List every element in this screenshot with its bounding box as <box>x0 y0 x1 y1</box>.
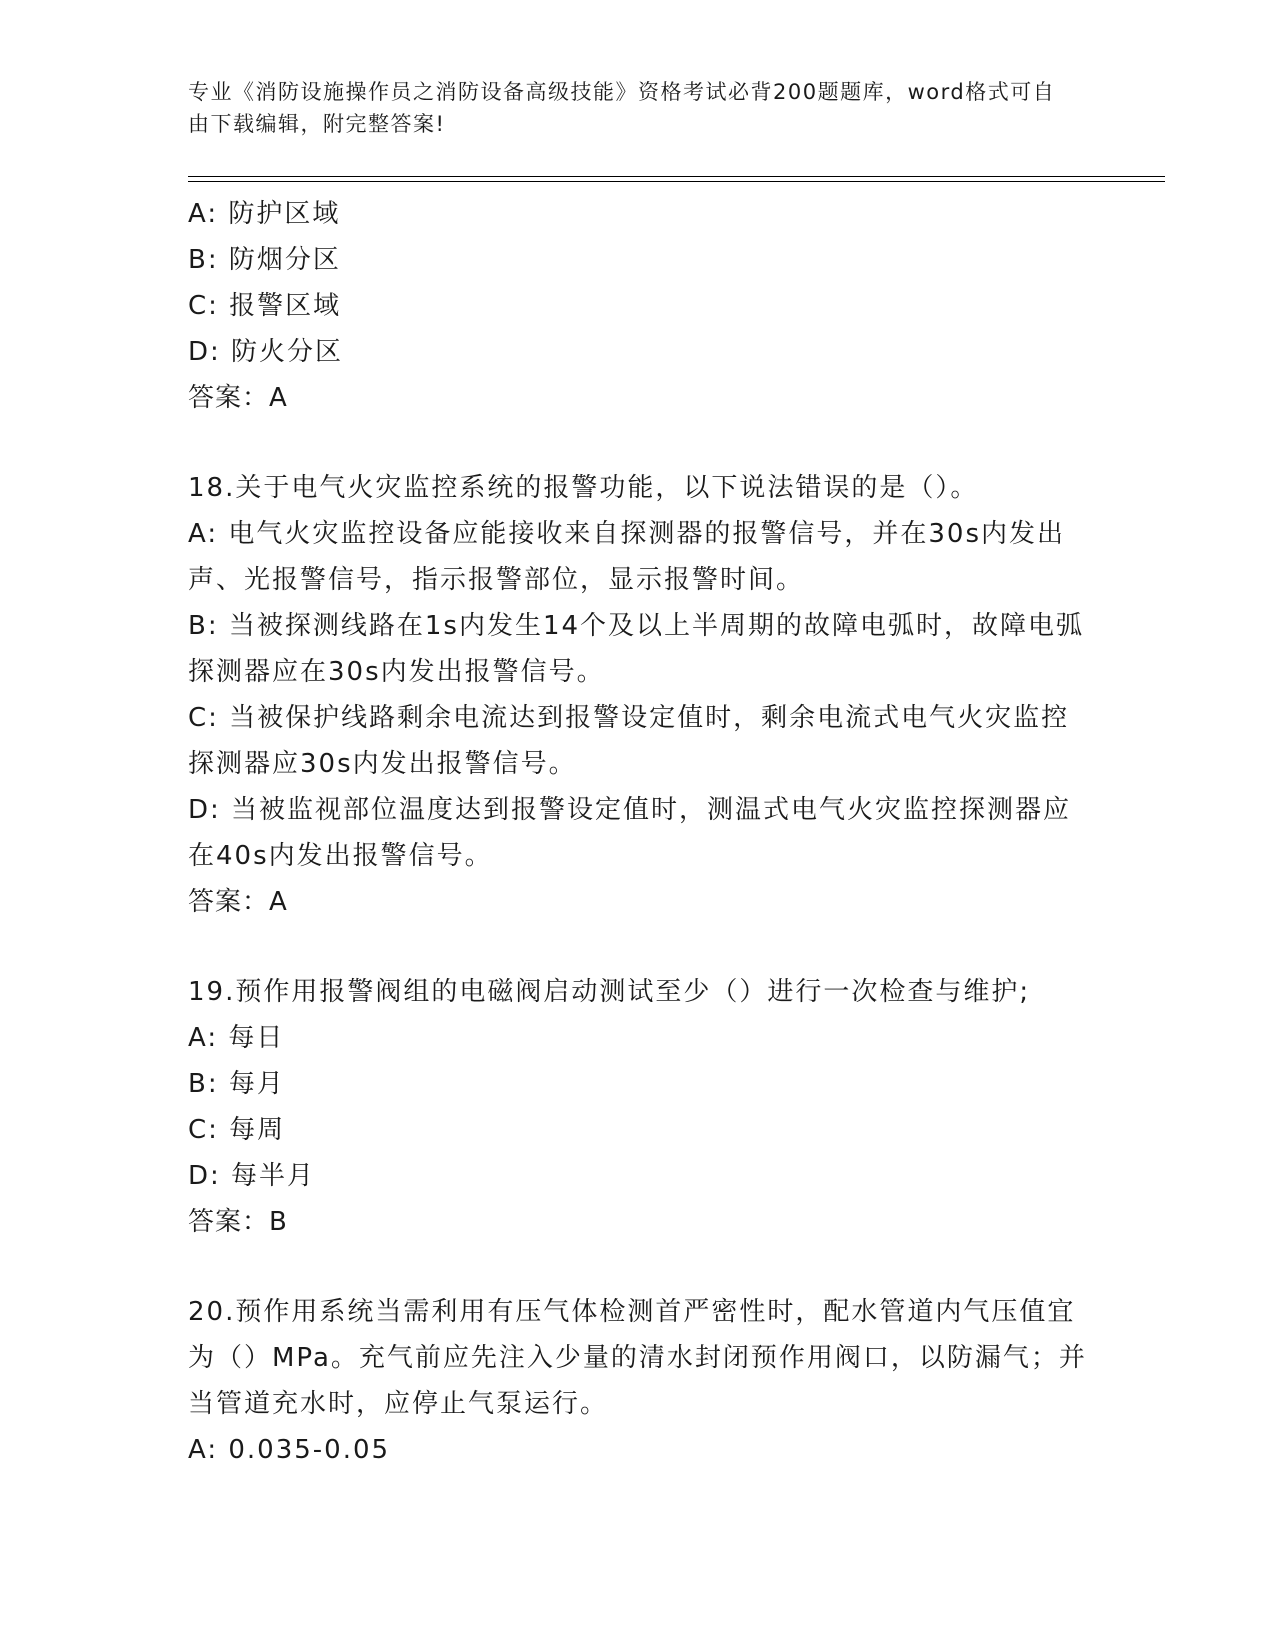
question-17 <box>188 191 1088 421</box>
question-19 <box>188 969 1088 1245</box>
question-gap <box>188 925 1088 969</box>
question-18 <box>188 465 1088 925</box>
option-d: D: 每半月 <box>188 1161 316 1191</box>
option-a: A: 0.035-0.05 <box>188 1435 391 1465</box>
option-b: B: 每月 <box>188 1069 285 1099</box>
question-gap <box>188 421 1088 465</box>
question-gap <box>188 1245 1088 1289</box>
option-c: C: 当被保护线路剩余电流达到报警设定值时，剩余电流式电气火灾监控探测器应30s内发出报警信号。 <box>188 703 1070 779</box>
question-stem: 18.关于电气火灾监控系统的报警功能，以下说法错误的是（）。 <box>188 473 979 503</box>
question-content <box>188 191 1088 1473</box>
answer: 答案：A <box>188 887 288 917</box>
option-c: C: 每周 <box>188 1115 286 1145</box>
option-b: B: 防烟分区 <box>188 245 341 275</box>
answer: 答案：B <box>188 1207 288 1237</box>
option-d: D: 当被监视部位温度达到报警设定值时，测温式电气火灾监控探测器应在40s内发出报警信号。 <box>188 795 1072 871</box>
question-20 <box>188 1289 1088 1473</box>
option-a: A: 防护区域 <box>188 199 341 229</box>
option-b: B: 当被探测线路在1s内发生14个及以上半周期的故障电弧时，故障电弧探测器应在30s内发出报警信号。 <box>188 611 1085 687</box>
option-a: A: 每日 <box>188 1023 285 1053</box>
header-rule-bottom <box>188 181 1165 182</box>
document-header: 专业《消防设施操作员之消防设备高级技能》资格考试必背200题题库，word格式可自由下载编辑，附完整答案! <box>188 80 1056 136</box>
header-rule-top <box>188 176 1165 177</box>
answer: 答案：A <box>188 383 288 413</box>
question-stem: 20.预作用系统当需利用有压气体检测首严密性时，配水管道内气压值宜为（）MPa。充气前应先注入少量的清水封闭预作用阀口，以防漏气；并当管道充水时，应停止气泵运行。 <box>188 1297 1087 1419</box>
option-a: A: 电气火灾监控设备应能接收来自探测器的报警信号，并在30s内发出声、光报警信号，指示报警部位，显示报警时间。 <box>188 519 1065 595</box>
option-d: D: 防火分区 <box>188 337 344 367</box>
question-stem: 19.预作用报警阀组的电磁阀启动测试至少（）进行一次检查与维护; <box>188 977 1031 1007</box>
option-c: C: 报警区域 <box>188 291 342 321</box>
